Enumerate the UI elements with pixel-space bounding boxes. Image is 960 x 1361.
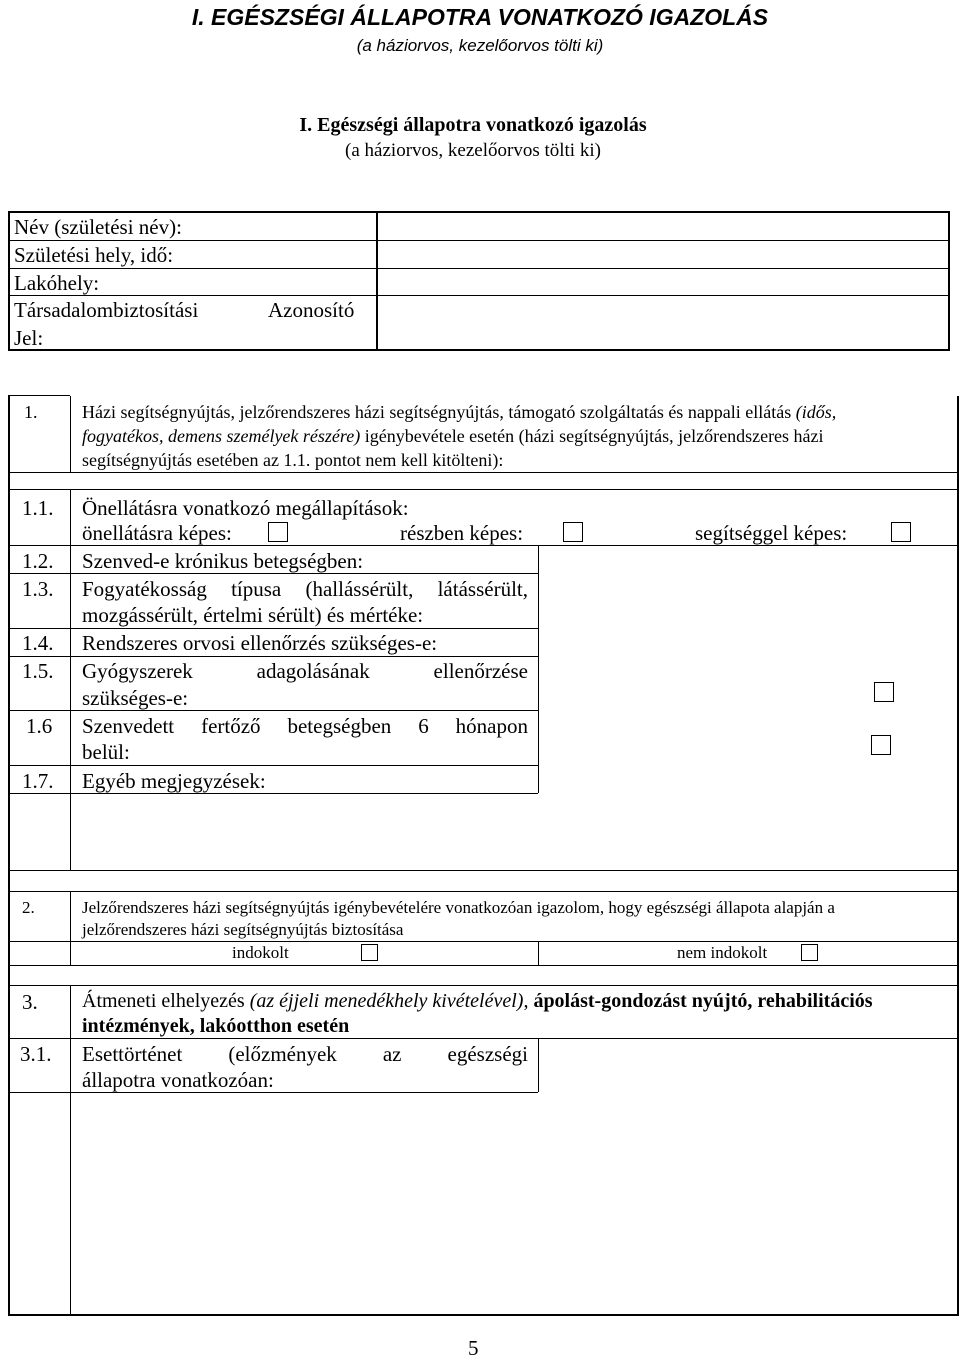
with-help-label: segítséggel képes: [695, 521, 848, 545]
item-1-5-label-2: szükséges-e: [82, 686, 189, 710]
item-3-1-label: Esettörténet (előzmények az egészségi [82, 1042, 528, 1066]
item-1-2-number: 1.2. [22, 549, 54, 573]
page-title: I. EGÉSZSÉGI ÁLLAPOTRA VONATKOZÓ IGAZOLÁS [191, 4, 769, 30]
name-field[interactable] [380, 214, 946, 238]
page-subtitle: (a háziorvos, kezelőorvos tölti ki) [356, 36, 604, 55]
with-help-checkbox[interactable] [891, 522, 911, 542]
residence-label: Lakóhely: [14, 271, 100, 295]
ssn-label-b: Azonosító [268, 298, 355, 322]
ssn-label-c: Jel: [14, 326, 44, 350]
residence-field[interactable] [380, 270, 946, 294]
section-title: I. Egészségi állapotra vonatkozó igazolás [299, 114, 647, 136]
item-1-7-label: Egyéb megjegyzések: [82, 769, 266, 793]
section3-text-2: intézmények, lakóotthon esetén [82, 1015, 350, 1037]
history-notes-field[interactable] [73, 1095, 955, 1312]
item-1-4-label: Rendszeres orvosi ellenőrzés szükséges-e: [82, 631, 438, 655]
not-justified-checkbox[interactable] [801, 944, 818, 961]
item-1-6-label: Szenvedett fertőző betegségben 6 hónapon [82, 714, 528, 738]
section3-text-1b: (az éjjeli menedékhely kivételével) [249, 990, 524, 1012]
item-1-3-number: 1.3. [22, 577, 54, 601]
section2-number: 2. [22, 898, 35, 917]
section3-text-1a: Átmeneti elhelyezés [82, 990, 245, 1012]
item-1-6-number: 1.6 [26, 714, 53, 738]
item-1-6-checkbox[interactable] [871, 735, 891, 755]
section2-text-2: jelzőrendszeres házi segítségnyújtás biztosítása [82, 920, 404, 939]
partly-capable-checkbox[interactable] [563, 522, 583, 542]
item-1-3-field[interactable] [541, 575, 955, 626]
name-label: Név (születési név): [14, 215, 182, 239]
section3-text-1c: , [523, 990, 529, 1012]
section1-text-3: segítségnyújtás esetében az 1.1. pontot nem kell kitölteni): [82, 450, 504, 470]
not-justified-label: nem indokolt [677, 943, 768, 962]
section-subtitle: (a háziorvos, kezelőorvos tölti ki) [345, 140, 601, 161]
justified-checkbox[interactable] [361, 944, 378, 961]
section1-text-2a: fogyatékos, demens személyek részére) [82, 426, 361, 446]
item-1-5-number: 1.5. [22, 659, 54, 683]
item-1-1-label: Önellátásra vonatkozó megállapítások: [82, 496, 409, 520]
partly-capable-label: részben képes: [400, 521, 524, 545]
item-1-6-label-2: belül: [82, 740, 130, 764]
section2-text-1: Jelzőrendszeres házi segítségnyújtás igénybevételére vonatkozóan igazolom, hogy egészségi állapota alapján a [82, 898, 835, 917]
item-1-4-number: 1.4. [22, 631, 54, 655]
item-1-5-checkbox[interactable] [874, 682, 894, 702]
section1-text-2b: igénybevétele esetén (házi segítségnyújtás, jelzőrendszeres házi [364, 426, 824, 446]
item-1-4-field[interactable] [541, 630, 955, 654]
item-3-1-number: 3.1. [20, 1042, 52, 1066]
justified-label: indokolt [232, 943, 289, 962]
notes-field[interactable] [73, 796, 955, 868]
birth-label: Születési hely, idő: [14, 243, 174, 267]
birth-field[interactable] [380, 242, 946, 266]
ssn-label: Társadalombiztosítási [14, 298, 199, 322]
section3-text-1d: ápolást-gondozást nyújtó, rehabilitációs [533, 990, 873, 1012]
history-field[interactable] [541, 1040, 955, 1090]
item-1-7-number: 1.7. [22, 769, 54, 793]
item-1-2-label: Szenved-e krónikus betegségben: [82, 549, 364, 573]
self-care-capable-label: önellátásra képes: [82, 521, 232, 545]
ssn-field[interactable] [380, 297, 946, 347]
section3-number: 3. [22, 990, 38, 1014]
item-1-5-label: Gyógyszerek adagolásának ellenőrzése [82, 659, 528, 683]
section1-text-1a: Házi segítségnyújtás, jelzőrendszeres házi segítségnyújtás, támogató szolgáltatás és nappali ellátás [82, 402, 792, 422]
section1-text-1b: (idős, [795, 402, 837, 422]
page-number: 5 [468, 1336, 479, 1360]
self-care-capable-checkbox[interactable] [268, 522, 288, 542]
section1-number: 1. [24, 402, 38, 422]
item-1-3-label: Fogyatékosság típusa (hallássérült, látássérült, [82, 577, 528, 601]
item-1-3-label-2: mozgássérült, értelmi sérült) és mértéke: [82, 603, 424, 627]
item-1-1-number: 1.1. [22, 496, 54, 520]
item-3-1-label-2: állapotra vonatkozóan: [82, 1068, 274, 1092]
item-1-2-field[interactable] [541, 547, 955, 571]
